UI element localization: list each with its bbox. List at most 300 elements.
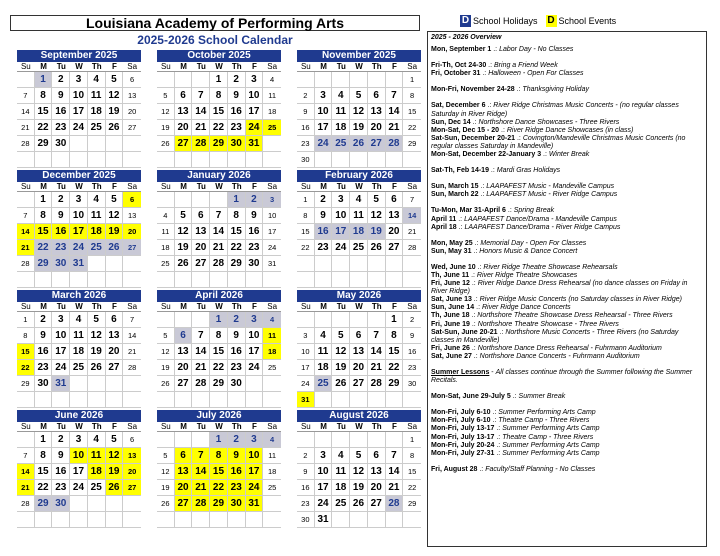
empty-cell [157,392,175,408]
empty-cell [263,392,281,408]
day-cell: 18 [350,224,368,240]
day-cell: 25 [332,136,350,152]
day-cell: 1 [210,72,228,88]
overview-item-label: April 18 [431,223,457,231]
empty-cell [157,312,175,328]
day-cell: 17 [315,120,333,136]
overview-item [431,417,703,425]
day-cell: 12 [106,448,124,464]
overview-separator: .: [514,86,523,94]
day-cell: 13 [175,464,193,480]
overview-item [431,70,703,78]
month-calendar [297,290,421,408]
day-cell: 16 [228,344,246,360]
day-cell: 19 [106,464,124,480]
day-cell: 8 [386,328,404,344]
day-cell: 15 [17,344,35,360]
empty-cell [350,256,368,272]
day-cell: 7 [368,328,386,344]
weekday-header: Th [228,62,246,72]
overview-separator: .: [469,271,477,279]
overview-separator: .: [494,433,503,441]
day-cell: 13 [123,448,141,464]
day-cell: 10 [332,208,350,224]
overview-item [431,62,703,70]
day-cell: 15 [403,464,421,480]
day-cell: 31 [315,512,333,528]
day-cell: 26 [106,120,124,136]
empty-cell [123,256,141,272]
day-cell: 24 [70,240,88,256]
overview-separator: .: [494,425,503,433]
day-cell: 17 [315,480,333,496]
month-header: March 2026 [17,290,141,302]
day-cell: 22 [210,480,228,496]
empty-cell [123,392,141,408]
day-cell: 4 [263,312,281,328]
day-cell: 15 [297,224,315,240]
day-cell: 15 [210,344,228,360]
empty-cell [263,512,281,528]
overview-separator: - [489,369,496,376]
overview-item-label: Mon-Fri, July 6-10 [431,417,491,425]
day-cell: 9 [228,328,246,344]
calendar-subtitle: 2025-2026 School Calendar [137,33,293,47]
empty-cell [70,136,88,152]
day-cell: 29 [403,136,421,152]
empty-cell [106,256,124,272]
empty-cell [52,272,70,288]
day-cell: 13 [368,104,386,120]
overview-item-desc: Halloween - Open For Classes [488,70,584,78]
day-cell: 12 [106,208,124,224]
overview-item-desc: Northshore Theatre Showcase Dress Rehearsal - Three Rivers [477,312,673,320]
overview-gap [431,385,703,393]
overview-item-label: Mon-Fri, July 27-31 [431,449,495,457]
day-cell: 24 [246,360,264,376]
day-cell: 27 [192,256,210,272]
day-cell: 2 [228,432,246,448]
day-cell: 14 [192,344,210,360]
day-cell: 19 [175,240,193,256]
empty-cell [106,136,124,152]
empty-cell [246,512,264,528]
day-cell: 22 [297,240,315,256]
month-header: May 2026 [297,290,421,302]
empty-cell [88,152,106,168]
overview-item [431,240,703,248]
empty-cell [106,376,124,392]
overview-item-label: Mon-Fri, November 24-28 [431,86,515,94]
day-cell: 23 [246,240,264,256]
day-cell: 4 [263,72,281,88]
weekday-header: F [386,302,404,312]
empty-cell [315,312,333,328]
month-header: June 2026 [17,410,141,422]
month-header: October 2025 [157,50,281,62]
day-cell: 8 [228,208,246,224]
empty-cell [386,256,404,272]
overview-item [431,353,703,361]
day-cell: 27 [350,376,368,392]
empty-cell [157,192,175,208]
empty-cell [403,272,421,288]
day-cell: 27 [386,240,404,256]
day-cell: 2 [52,432,70,448]
day-cell: 7 [210,208,228,224]
overview-item-label: Sat, December 6 [431,102,486,110]
overview-item-desc: Summer Break [518,393,566,401]
day-cell: 11 [88,448,106,464]
overview-item [431,151,703,159]
overview-item-desc: Theatre Camp - Three Rivers [498,417,590,425]
empty-cell [297,312,315,328]
holiday-legend-label: School Holidays [473,16,538,26]
day-cell: 13 [123,208,141,224]
day-cell: 27 [368,496,386,512]
overview-item-desc: River Ridge Dance Concerts [481,304,571,312]
empty-cell [88,512,106,528]
overview-item [431,46,703,54]
day-cell: 4 [315,328,333,344]
day-cell: 8 [297,208,315,224]
day-cell: 24 [332,240,350,256]
empty-cell [332,256,350,272]
day-cell: 26 [157,496,175,512]
day-cell: 13 [350,344,368,360]
overview-separator: .: [475,263,484,271]
empty-cell [386,512,404,528]
overview-item [431,450,703,458]
overview-item-label: Sun, Dec 14 [431,118,471,126]
empty-cell [350,72,368,88]
day-cell: 8 [210,448,228,464]
day-cell: 25 [263,360,281,376]
day-cell: 2 [246,192,264,208]
overview-gap [431,94,703,102]
empty-cell [386,72,404,88]
empty-cell [368,512,386,528]
day-cell: 30 [35,376,53,392]
overview-item-desc: LAAPAFEST Music - Mandeville Campus [486,183,615,191]
empty-cell [246,376,264,392]
overview-item [431,280,703,296]
empty-cell [70,376,88,392]
empty-cell [175,312,193,328]
month-calendar [297,170,421,288]
day-cell: 29 [35,136,53,152]
weekday-header: Sa [263,182,281,192]
overview-item [431,207,703,215]
day-cell: 7 [123,312,141,328]
day-cell: 22 [403,480,421,496]
day-cell: 1 [35,72,53,88]
weekday-header: Th [228,182,246,192]
weekday-header: M [35,62,53,72]
day-cell: 13 [106,328,124,344]
weekday-header: M [175,62,193,72]
day-cell: 20 [192,240,210,256]
overview-item-desc: River Ridge Theatre Showcases [476,271,578,279]
day-cell: 5 [157,328,175,344]
overview-item-desc: River Ridge Theatre Showcase Rehearsals [483,263,618,271]
day-cell: 25 [70,360,88,376]
overview-item [431,167,703,175]
weekday-header: Tu [192,182,210,192]
day-cell: 14 [123,328,141,344]
day-cell: 10 [263,208,281,224]
empty-cell [332,272,350,288]
weekday-header: W [210,302,228,312]
day-cell: 3 [70,72,88,88]
overview-item [431,434,703,442]
day-cell: 1 [228,192,246,208]
weekday-header: W [210,422,228,432]
overview-separator: .: [510,393,519,401]
empty-cell [386,392,404,408]
day-cell: 29 [386,376,404,392]
overview-gap [431,78,703,86]
day-cell: 7 [386,448,404,464]
day-cell: 1 [403,72,421,88]
day-cell: 3 [246,432,264,448]
day-cell: 29 [210,136,228,152]
day-cell: 17 [52,344,70,360]
empty-cell [70,152,88,168]
empty-cell [106,496,124,512]
month-calendar [297,50,421,168]
empty-cell [17,432,35,448]
overview-title: 2025 - 2026 Overview [431,34,502,41]
overview-item-desc: River Ridge Christmas Music Concerts - (no regular classes Saturday in River Ridge) [431,102,679,118]
day-cell: 30 [228,136,246,152]
empty-cell [297,432,315,448]
empty-cell [157,272,175,288]
day-cell: 19 [157,480,175,496]
day-cell: 4 [350,192,368,208]
month-calendar [17,170,141,288]
overview-separator: .: [471,352,480,360]
day-cell: 13 [386,208,404,224]
weekday-header: Su [17,302,35,312]
day-cell: 21 [210,240,228,256]
empty-cell [228,152,246,168]
overview-item [431,183,703,191]
weekday-header: Th [88,422,106,432]
weekday-header: Th [368,422,386,432]
day-cell: 28 [368,376,386,392]
day-cell: 2 [228,312,246,328]
weekday-header: Th [88,302,106,312]
day-cell: 4 [263,432,281,448]
overview-item-label: Fri, June 12 [431,280,470,288]
weekday-header: M [175,422,193,432]
weekday-header: F [386,62,404,72]
month-header: August 2026 [297,410,421,422]
overview-panel [427,31,707,547]
weekday-header: M [315,182,333,192]
day-cell: 11 [88,88,106,104]
empty-cell [175,392,193,408]
empty-cell [88,392,106,408]
empty-cell [210,192,228,208]
day-cell: 22 [35,240,53,256]
weekday-header: Th [368,302,386,312]
day-cell: 12 [157,104,175,120]
overview-item-desc: Summer Performing Arts Camp [498,409,596,417]
month-header: September 2025 [17,50,141,62]
day-cell: 11 [70,328,88,344]
day-cell: 29 [17,376,35,392]
day-cell: 13 [192,224,210,240]
empty-cell [192,512,210,528]
empty-cell [17,272,35,288]
day-cell: 8 [403,88,421,104]
overview-item-desc: Northshore Theatre Showcase - Three Rivers [477,320,619,328]
overview-item-desc: Northshore Music Concerts - Three Rivers (no Saturday classes in Mandeville) [431,328,679,344]
overview-item-desc: River Ridge Dance Dress Rehearsal (no dance classes on Friday in River Ridge) [431,280,688,296]
empty-cell [297,256,315,272]
day-cell: 11 [263,328,281,344]
day-cell: 1 [386,312,404,328]
overview-item-label: Mon, September 1 [431,46,492,54]
day-cell: 16 [228,104,246,120]
overview-item-label: Mon-Sat, Dec 15 - 20 [431,126,500,134]
day-cell: 23 [35,360,53,376]
weekday-header: Tu [192,62,210,72]
weekday-header: Su [297,302,315,312]
day-cell: 5 [106,192,124,208]
overview-separator: .: [486,62,495,70]
day-cell: 17 [263,224,281,240]
empty-cell [175,272,193,288]
overview-item-desc: All classes continue through the Summer following the Summer Recitals. [431,369,693,385]
day-cell: 6 [386,192,404,208]
day-cell: 13 [123,88,141,104]
day-cell: 19 [106,104,124,120]
weekday-header: Su [157,422,175,432]
overview-separator: .: [497,328,506,336]
empty-cell [246,152,264,168]
overview-item-label: Th, June 11 [431,271,470,279]
empty-cell [228,392,246,408]
day-cell: 12 [157,464,175,480]
empty-cell [210,272,228,288]
overview-gap [431,54,703,62]
overview-item [431,304,703,312]
empty-cell [157,432,175,448]
day-cell: 12 [88,328,106,344]
empty-cell [88,136,106,152]
day-cell: 24 [297,376,315,392]
day-cell: 6 [123,192,141,208]
weekday-header: Tu [332,182,350,192]
weekday-header: Tu [52,62,70,72]
overview-gap [431,401,703,409]
empty-cell [350,272,368,288]
overview-separator: .: [515,134,523,142]
day-cell: 15 [228,224,246,240]
overview-item-label: Mon-Fri, July 20-24 [431,441,495,449]
day-cell: 19 [88,344,106,360]
day-cell: 16 [35,344,53,360]
overview-item [431,425,703,433]
day-cell: 19 [350,120,368,136]
overview-item-label: Sun, March 22 [431,191,479,199]
weekday-header: F [386,182,404,192]
empty-cell [106,512,124,528]
day-cell: 16 [52,224,70,240]
overview-separator: .: [494,441,503,449]
day-cell: 17 [332,224,350,240]
day-cell: 6 [175,88,193,104]
day-cell: 8 [35,208,53,224]
day-cell: 28 [386,496,404,512]
weekday-header: M [35,302,53,312]
empty-cell [315,272,333,288]
empty-cell [263,152,281,168]
day-cell: 3 [246,72,264,88]
day-cell: 5 [332,328,350,344]
day-cell: 15 [210,464,228,480]
empty-cell [123,152,141,168]
overview-separator: .: [499,126,507,134]
day-cell: 6 [350,328,368,344]
day-cell: 5 [157,88,175,104]
day-cell: 9 [297,464,315,480]
empty-cell [106,152,124,168]
month-calendar [157,50,281,168]
overview-item-label: Mon-Sat, December 22-January 3 [431,151,542,159]
day-cell: 6 [106,312,124,328]
weekday-header: F [106,62,124,72]
day-cell: 15 [35,464,53,480]
month-header: November 2025 [297,50,421,62]
weekday-header: Su [17,182,35,192]
weekday-header: F [246,182,264,192]
overview-item-label: Tu-Mon, Mar 31-April 6 [431,207,506,215]
overview-item-label: Sat-Th, Feb 14-19 [431,167,489,175]
weekday-header: Th [88,182,106,192]
overview-separator: .: [456,215,465,223]
day-cell: 22 [17,360,35,376]
overview-list [431,46,703,474]
month-header: February 2026 [297,170,421,182]
day-cell: 20 [175,360,193,376]
overview-item-desc: Labor Day - No Classes [499,46,574,54]
overview-separator: .: [485,102,494,110]
day-cell: 27 [368,136,386,152]
empty-cell [386,152,404,168]
overview-item-desc: LAAPAFEST Music - River Ridge Campus [486,191,618,199]
weekday-header: F [386,422,404,432]
day-cell: 6 [368,88,386,104]
day-cell: 1 [35,432,53,448]
day-cell: 1 [210,312,228,328]
day-cell: 1 [17,312,35,328]
day-cell: 5 [106,432,124,448]
day-cell: 28 [17,256,35,272]
day-cell: 7 [17,208,35,224]
day-cell: 23 [52,120,70,136]
day-cell: 26 [368,240,386,256]
month-calendar [157,290,281,408]
weekday-header: Su [297,62,315,72]
empty-cell [70,272,88,288]
empty-cell [175,192,193,208]
day-cell: 11 [315,344,333,360]
weekday-header: M [35,422,53,432]
